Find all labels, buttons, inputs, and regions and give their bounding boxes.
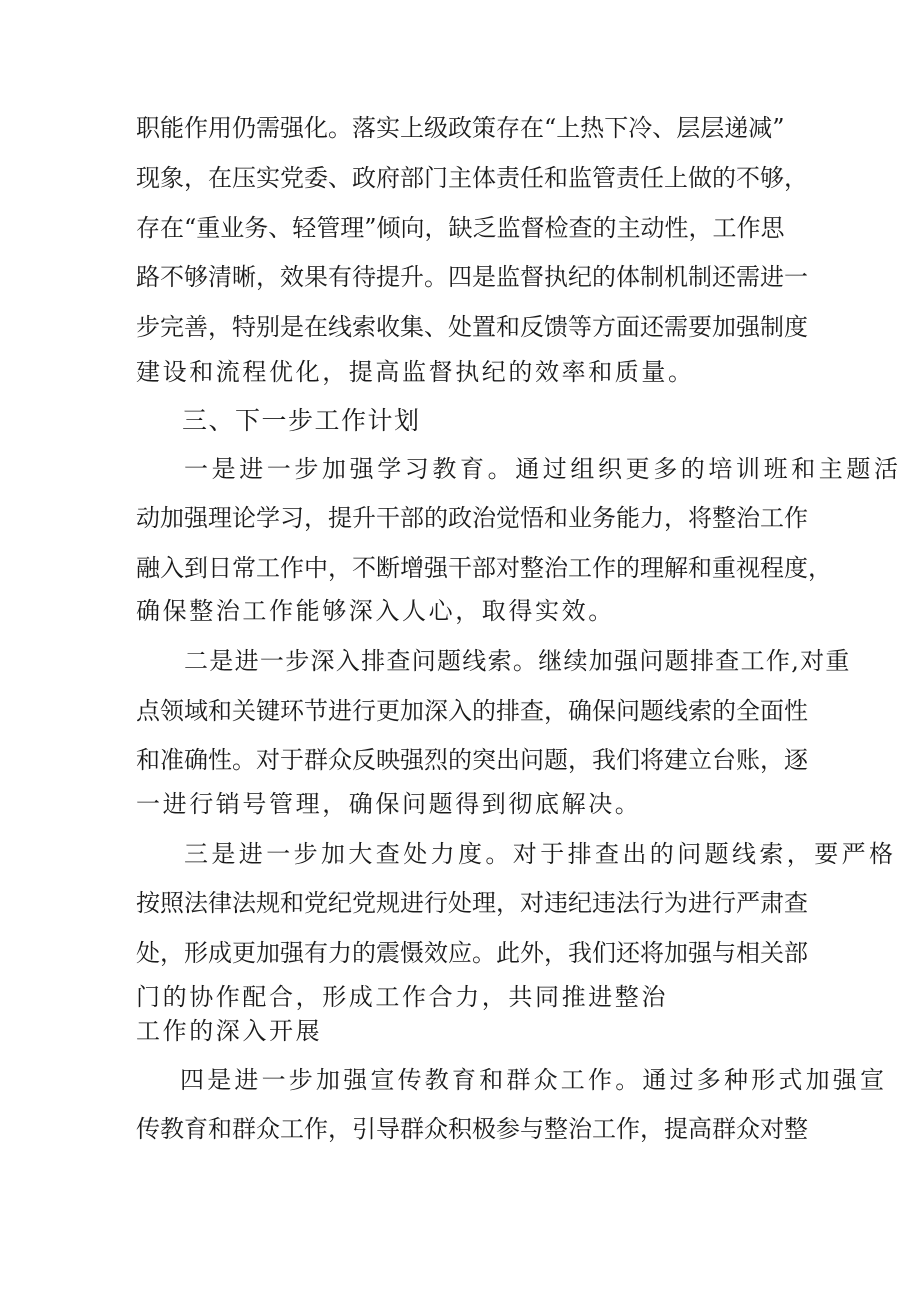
paragraph-line: 二是进一步深入排查问题线索。继续加强问题排查工作,对重: [184, 647, 851, 675]
paragraph-line: 和准确性。对于群众反映强烈的突出问题，我们将建立台账，逐: [136, 746, 808, 774]
paragraph-line: 门的协作配合，形成工作合力，共同推进整治: [136, 983, 668, 1011]
paragraph-line: 传教育和群众工作，引导群众积极参与整治工作，提高群众对整: [136, 1115, 808, 1143]
paragraph-line: 确保整治工作能够深入人心，取得实效。: [136, 597, 615, 625]
paragraph-line: 动加强理论学习，提升干部的政治觉悟和业务能力，将整治工作: [136, 504, 808, 532]
paragraph-line: 一进行销号管理，确保问题得到彻底解决。: [136, 790, 642, 818]
paragraph-line: 工作的深入开展: [136, 1017, 323, 1045]
paragraph-line: 步完善，特别是在线索收集、处置和反馈等方面还需要加强制度: [136, 313, 808, 341]
paragraph-line: 点领域和关键环节进行更加深入的排查，确保问题线索的全面性: [136, 697, 808, 725]
paragraph-line: 建设和流程优化，提高监督执纪的效率和质量。: [136, 358, 695, 386]
paragraph-line: 按照法律法规和党纪党规进行处理，对违纪违法行为进行严肃查: [136, 889, 808, 917]
paragraph-line: 三是进一步加大查处力度。对于排查出的问题线索，要严格: [184, 840, 897, 868]
paragraph-line: 四是进一步加强宣传教育和群众工作。通过多种形式加强宣: [180, 1066, 888, 1094]
section-heading: 三、下一步工作计划: [182, 406, 421, 435]
paragraph-line: 融入到日常工作中，不断增强干部对整治工作的理解和重视程度，: [136, 554, 832, 582]
paragraph-line: 一是进一步加强学习教育。通过组织更多的培训班和主题活: [184, 455, 902, 483]
paragraph-line: 处，形成更加强有力的震慑效应。此外，我们还将加强与相关部: [136, 939, 808, 967]
paragraph-line: 现象，在压实党委、政府部门主体责任和监管责任上做的不够，: [136, 164, 808, 192]
paragraph-line: 职能作用仍需强化。落实上级政策存在“上热下冷、层层递减”: [136, 114, 785, 142]
paragraph-line: 存在“重业务、轻管理”倾向，缺乏监督检查的主动性，工作思: [136, 214, 785, 242]
paragraph-line: 路不够清晰，效果有待提升。四是监督执纪的体制机制还需进一: [136, 263, 808, 291]
